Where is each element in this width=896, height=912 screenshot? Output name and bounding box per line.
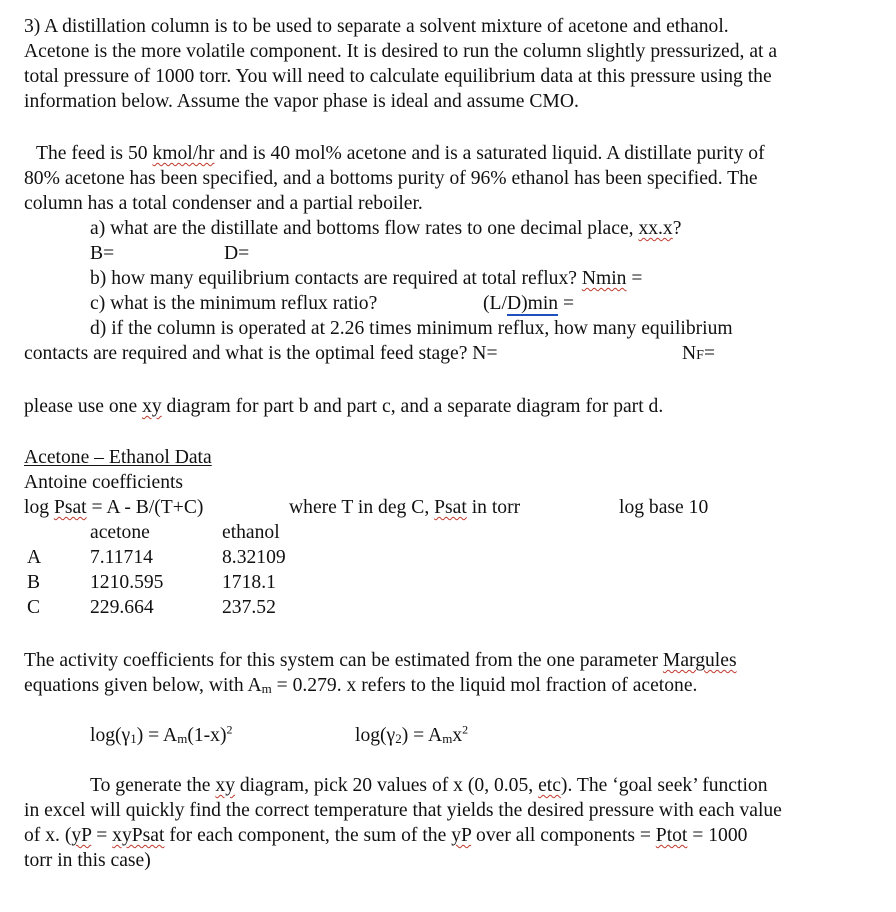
- gen-a: To generate the: [90, 775, 216, 796]
- activity-line-2: [24, 673, 697, 701]
- antoine-eq-psat: Psat: [53, 497, 87, 518]
- activity-text-c: = 0.279. x refers to the liquid mol fraction of acetone.: [271, 675, 698, 696]
- part-d-line-1: d) if the column is operated at 2.26 times minimum reflux, how many equilibrium: [90, 318, 733, 339]
- part-a-b-label: B=: [90, 243, 115, 264]
- antoine-where-b: in torr: [466, 497, 521, 518]
- eq2-sup: 2: [462, 722, 469, 737]
- table-cell-ethanol: 237.52: [222, 597, 276, 618]
- part-a-d-label: D=: [224, 243, 250, 264]
- problem-line-1: 3) A distillation column is to be used to separate a solvent mixture of acetone and ethanol.: [24, 16, 729, 37]
- part-b-text: b) how many equilibrium contacts are required at total reflux?: [90, 268, 582, 289]
- part-c-ld-min: [483, 291, 574, 316]
- problem-line-2: Acetone is the more volatile component. It is desired to run the column slightly pressurized, at a: [24, 41, 778, 62]
- margules-equation-2: [355, 723, 468, 751]
- feed-line-3: column has a total condenser and a partial reboiler.: [24, 193, 423, 214]
- log-base-note: log base 10: [619, 497, 709, 518]
- part-d-line-2: contacts are required and what is the optimal feed stage? N=: [24, 343, 498, 364]
- eq2-sub: 2: [395, 731, 402, 746]
- antoine-where-a: where T in deg C,: [289, 497, 435, 518]
- part-a-format: xx.x: [638, 218, 673, 239]
- diagram-instruction: [24, 394, 663, 419]
- gen-l3-yp2: yP: [451, 825, 472, 846]
- part-d-nf-eq: =: [703, 343, 716, 364]
- problem-line-3: total pressure of 1000 torr. You will need to calculate equilibrium data at this pressure using the: [24, 66, 772, 87]
- eq1-c: (1-x): [187, 725, 227, 746]
- part-a-question: [90, 216, 681, 241]
- antoine-eq-b: = A - B/(T+C): [86, 497, 204, 518]
- activity-am-sub: m: [261, 681, 272, 696]
- feed-text-b: and is 40 mol% acetone and is a saturated liquid. A distillate purity of: [214, 143, 765, 164]
- part-c-ld-dmin: D)min: [506, 293, 559, 314]
- instruction-xy: xy: [142, 396, 162, 417]
- problem-line-4: information below. Assume the vapor phase is ideal and assume CMO.: [24, 91, 579, 112]
- gen-l3-a: of x. (: [24, 825, 72, 846]
- part-c-ld-open: (L/: [483, 293, 507, 314]
- gen-c: ). The ‘goal seek’ function: [560, 775, 768, 796]
- table-cell-ethanol: 1718.1: [222, 572, 276, 593]
- gen-l3-c: for each component, the sum of the: [164, 825, 452, 846]
- margules-equation-1: [90, 723, 232, 751]
- eq2-c: x: [452, 725, 463, 746]
- eq2-a: log(γ: [355, 725, 396, 746]
- feed-text-a: The feed is 50: [36, 143, 153, 164]
- eq2-b: ) = A: [401, 725, 443, 746]
- antoine-eq-a: log: [24, 497, 54, 518]
- table-row-label: B: [27, 572, 41, 593]
- activity-text-b: equations given below, with A: [24, 675, 262, 696]
- table-cell-acetone: 7.11714: [90, 547, 153, 568]
- activity-margules: Margules: [662, 650, 737, 671]
- part-d-nf-n: N: [682, 343, 697, 364]
- feed-line-2: 80% acetone has been specified, and a bottoms purity of 96% ethanol has been specified. The: [24, 168, 758, 189]
- feed-line-1: [36, 141, 765, 166]
- table-header-ethanol: ethanol: [222, 522, 280, 543]
- eq1-sub: 1: [130, 731, 137, 746]
- instruction-b: diagram for part b and part c, and a separate diagram for part d.: [161, 396, 664, 417]
- part-b-eq: =: [626, 268, 643, 289]
- part-b-nmin: Nmin: [581, 268, 627, 289]
- activity-text-a: The activity coefficients for this system can be estimated from the one parameter: [24, 650, 663, 671]
- antoine-label: Antoine coefficients: [24, 472, 184, 493]
- antoine-equation: [24, 495, 203, 520]
- part-a-text: a) what are the distillate and bottoms flow rates to one decimal place,: [90, 218, 639, 239]
- generate-line-3: [24, 823, 747, 848]
- eq1-sup: 2: [226, 722, 233, 737]
- part-c-eq: =: [558, 293, 575, 314]
- gen-xy: xy: [215, 775, 235, 796]
- part-b-question: [90, 266, 642, 291]
- gen-l3-ptot: Ptot: [655, 825, 688, 846]
- table-cell-acetone: 1210.595: [90, 572, 164, 593]
- gen-b: diagram, pick 20 values of x (0, 0.05,: [234, 775, 539, 796]
- gen-l3-e: = 1000: [687, 825, 748, 846]
- generate-line-2: in excel will quickly find the correct temperature that yields the desired pressure with each value: [24, 800, 782, 821]
- gen-l3-b: =: [91, 825, 113, 846]
- antoine-units: [289, 495, 520, 520]
- table-cell-acetone: 229.664: [90, 597, 154, 618]
- part-a-end: ?: [672, 218, 682, 239]
- eq1-sub2: m: [177, 731, 188, 746]
- eq1-a: log(γ: [90, 725, 131, 746]
- eq2-sub2: m: [442, 731, 453, 746]
- instruction-a: please use one: [24, 396, 143, 417]
- table-row-label: C: [27, 597, 41, 618]
- eq1-b: ) = A: [136, 725, 178, 746]
- data-heading: Acetone – Ethanol Data: [24, 447, 212, 468]
- table-header-acetone: acetone: [90, 522, 150, 543]
- generate-line-4: torr in this case): [24, 850, 151, 871]
- part-c-question: c) what is the minimum reflux ratio?: [90, 293, 378, 314]
- gen-etc: etc: [538, 775, 561, 796]
- generate-line-1: [90, 773, 768, 798]
- part-d-nf-sub: F: [696, 348, 704, 363]
- activity-line-1: [24, 648, 737, 673]
- gen-l3-d: over all components =: [471, 825, 656, 846]
- feed-unit: kmol/hr: [152, 143, 215, 164]
- part-d-nf-label: [682, 341, 715, 368]
- gen-l3-xypsat: xyPsat: [112, 825, 165, 846]
- antoine-where-psat: Psat: [434, 497, 467, 518]
- gen-l3-yp: yP: [71, 825, 92, 846]
- table-cell-ethanol: 8.32109: [222, 547, 286, 568]
- table-row-label: A: [27, 547, 42, 568]
